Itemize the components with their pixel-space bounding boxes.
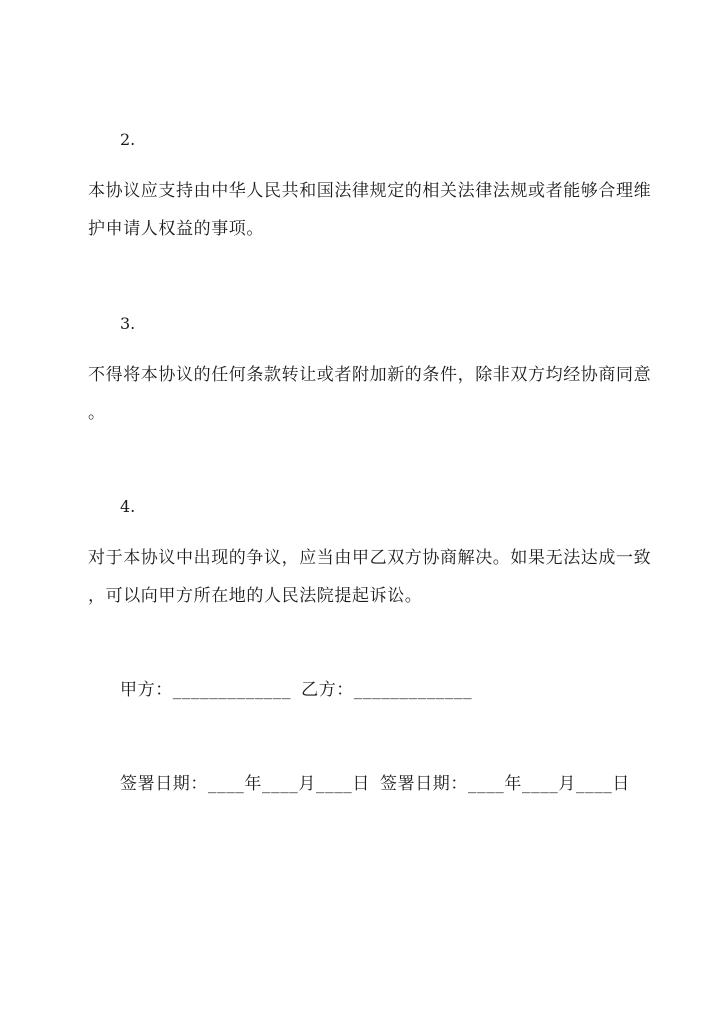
party-signature-row [120,678,472,702]
clause-line: 不得将本协议的任何条款转让或者附加新的条件，除非双方均经协商同意 [88,365,652,385]
party-a-signing-date: 签署日期：____年____月____日 [120,774,370,794]
clause-line: 。 [88,403,106,423]
clause-line: 对于本协议中出现的争议，应当由甲乙双方协商解决。如果无法达成一致 [88,548,652,568]
clause-number: 2. [120,130,136,149]
clause-text [88,172,652,248]
clause-line: 护申请人权益的事项。 [88,219,264,239]
clause-line: 本协议应支持由中华人民共和国法律规定的相关法律法规或者能够合理维 [88,181,652,201]
clause-text [88,356,652,432]
clause-number: 3. [120,314,136,333]
clause-line: ，可以向甲方所在地的人民法院提起诉讼。 [88,586,423,606]
clause-3 [88,314,652,432]
party-b-signing-date: 签署日期：____年____月____日 [380,774,630,794]
clause-2 [88,130,652,248]
clause-text [88,539,652,615]
party-a-signature: 甲方：_____________ [120,680,292,700]
party-b-signature: 乙方：_____________ [301,680,473,700]
signing-date-row [120,772,630,796]
clause-number: 4. [120,497,136,516]
clause-4 [88,497,652,615]
